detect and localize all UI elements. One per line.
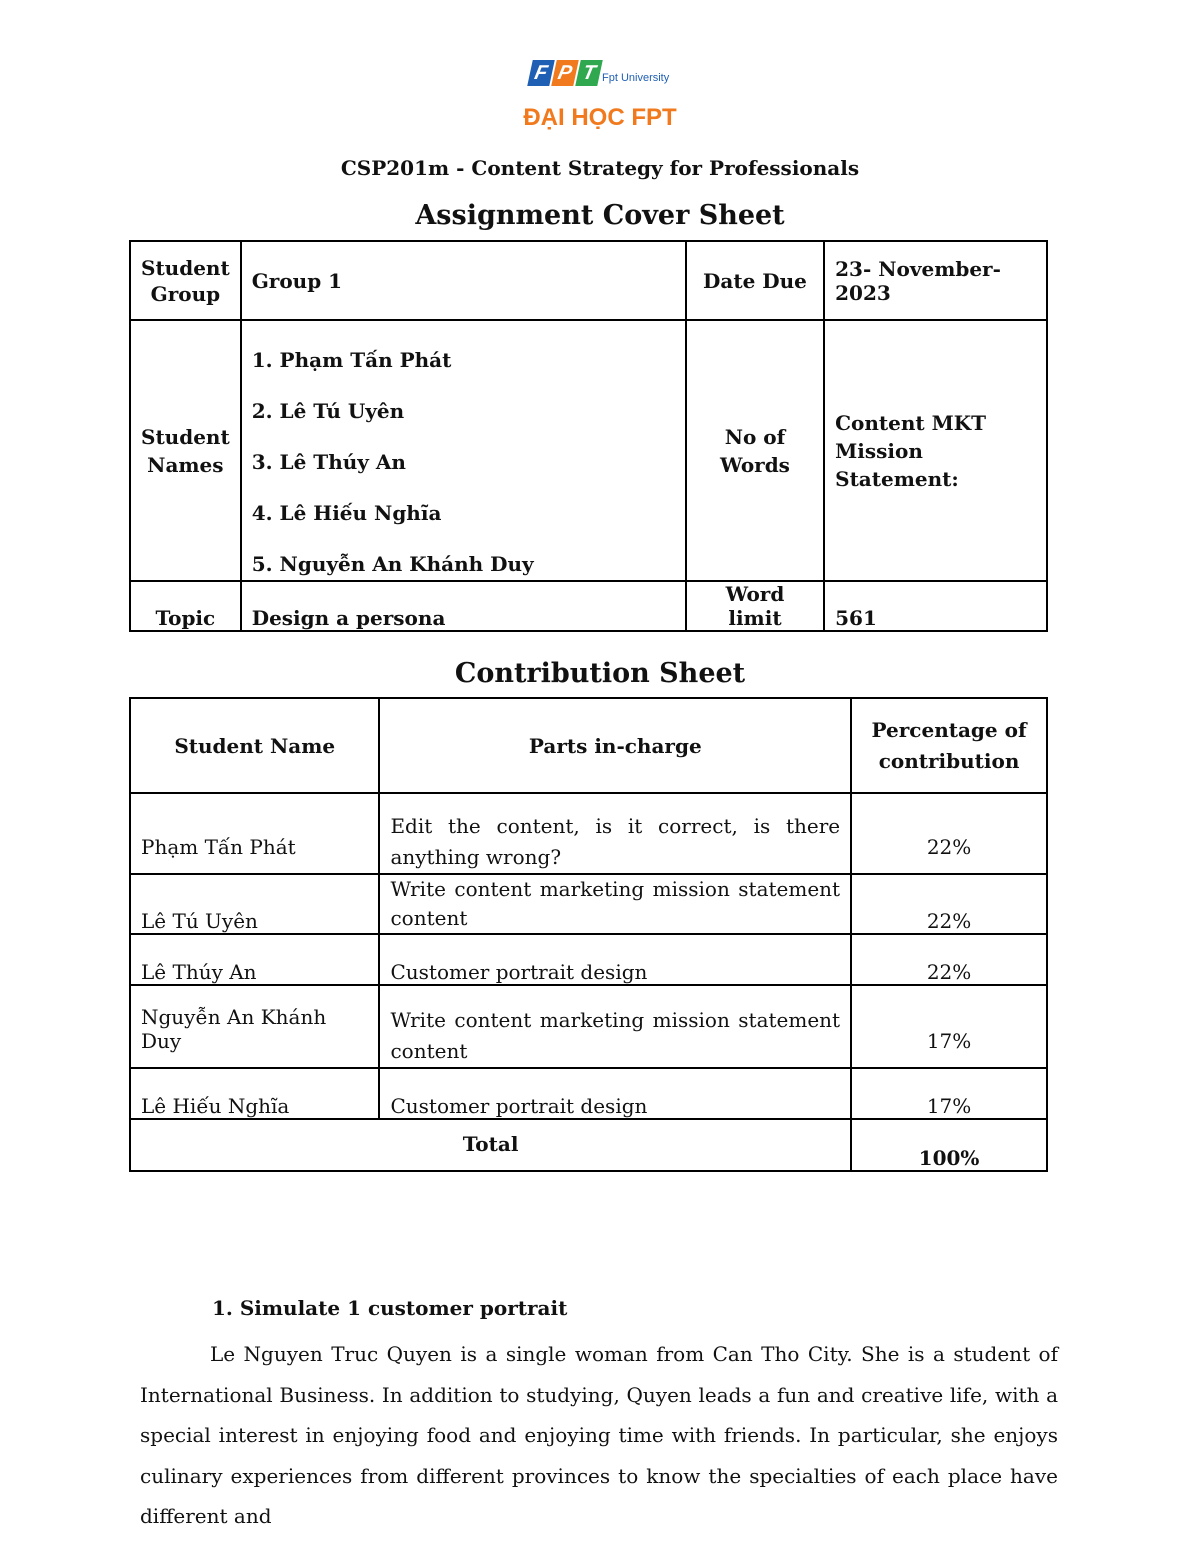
row-student-name: Nguyễn An Khánh Duy: [130, 985, 379, 1068]
row-percentage: 22%: [851, 934, 1047, 985]
student-group-value: Group 1: [241, 241, 686, 320]
row-part: Write content marketing mission statement content: [379, 985, 851, 1068]
section-heading: 1. Simulate 1 customer portrait: [212, 1296, 568, 1320]
contribution-sheet-title: Contribution Sheet: [454, 658, 746, 689]
total-label: Total: [130, 1119, 851, 1171]
row-student-name: Lê Tú Uyên: [130, 874, 379, 934]
course-title: CSP201m - Content Strategy for Professionals: [340, 156, 860, 180]
cover-sheet-table: [129, 240, 1048, 632]
student-name-item: 3. Lê Thúy An: [251, 450, 406, 474]
logo-subtext: Fpt University: [602, 72, 670, 84]
cover-sheet-title: Assignment Cover Sheet: [415, 200, 785, 231]
row-percentage: 22%: [851, 793, 1047, 874]
row-student-name: Phạm Tấn Phát: [130, 793, 379, 874]
university-name: ĐẠI HỌC FPT: [523, 104, 677, 131]
col-header-student-name: Student Name: [130, 698, 379, 793]
table-row: [130, 874, 1047, 934]
student-name-item: 4. Lê Hiếu Nghĩa: [251, 501, 442, 525]
table-row: [130, 985, 1047, 1068]
contribution-table: [129, 697, 1048, 1172]
student-name-item: 1. Phạm Tấn Phát: [251, 348, 452, 372]
table-row: [130, 1068, 1047, 1119]
row-percentage: 17%: [851, 985, 1047, 1068]
date-due-value: 23- November-2023: [824, 241, 1047, 320]
student-name-item: 2. Lê Tú Uyên: [251, 399, 405, 423]
table-row: [130, 934, 1047, 985]
total-value: 100%: [851, 1119, 1047, 1171]
col-header-parts: Parts in-charge: [379, 698, 851, 793]
row-part: Customer portrait design: [379, 934, 851, 985]
col-header-percentage: Percentage of contribution: [851, 698, 1047, 793]
student-name-item: 5. Nguyễn An Khánh Duy: [251, 552, 534, 576]
table-row-total: [130, 1119, 1047, 1171]
no-of-words-label: No of Words: [686, 320, 824, 581]
fpt-logo: [530, 60, 680, 96]
row-part: Customer portrait design: [379, 1068, 851, 1119]
row-student-name: Lê Thúy An: [130, 934, 379, 985]
mission-statement-label: Content MKT Mission Statement:: [824, 320, 1047, 581]
row-percentage: 22%: [851, 874, 1047, 934]
row-part: Write content marketing mission statement content: [379, 874, 851, 934]
topic-value: Design a persona: [241, 581, 686, 631]
date-due-label: Date Due: [686, 241, 824, 320]
word-limit-label: Word limit: [686, 581, 824, 631]
student-names-label: Student Names: [130, 320, 241, 581]
fpt-logo-mark: [530, 60, 602, 92]
word-limit-value: 561: [824, 581, 1047, 631]
student-group-label: Student Group: [130, 241, 241, 320]
section-paragraph: Le Nguyen Truc Quyen is a single woman from Can Tho City. She is a student of International Business. In addition to studying, Quyen leads a fun and creative life, with a special interest in enjoying food and enjoying time with friends. In particular, she enjoys culinary experiences from different provinces to know the specialties of each place have different and: [140, 1342, 1058, 1528]
row-student-name: Lê Hiếu Nghĩa: [130, 1068, 379, 1119]
row-part: Edit the content, is it correct, is there anything wrong?: [379, 793, 851, 874]
row-percentage: 17%: [851, 1068, 1047, 1119]
logo-letter-f: F: [527, 60, 555, 86]
logo-letter-p: P: [551, 60, 579, 86]
student-names-list: [241, 320, 686, 581]
logo-letter-t: T: [575, 60, 603, 86]
topic-label: Topic: [130, 581, 241, 631]
table-row: [130, 793, 1047, 874]
